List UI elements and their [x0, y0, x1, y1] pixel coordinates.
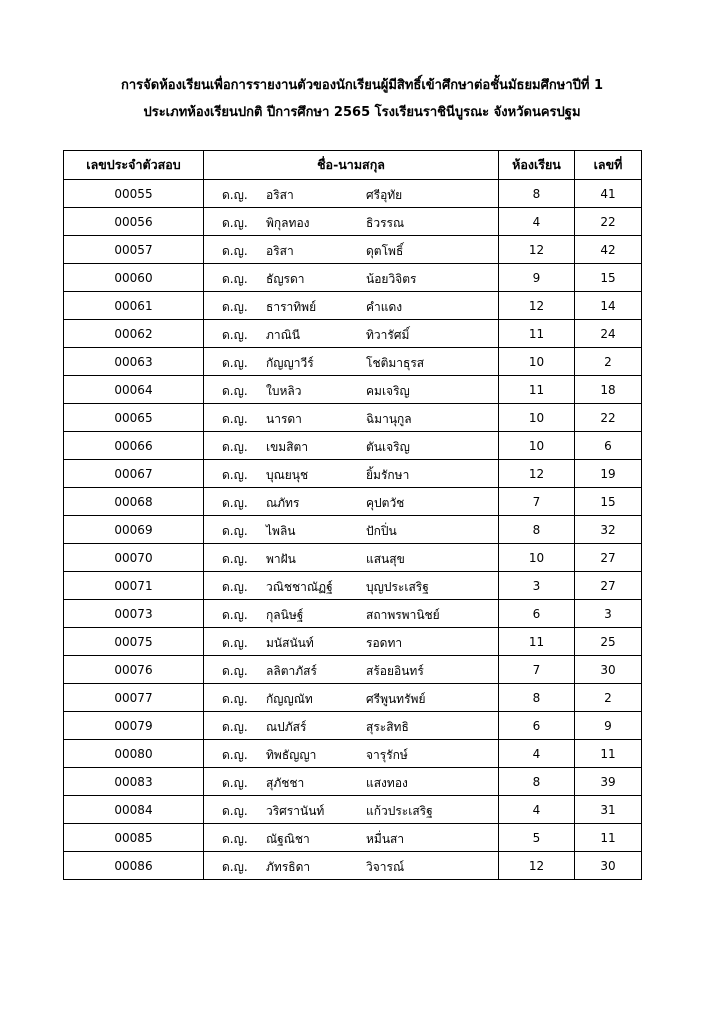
last-name: บุญประเสริฐ — [366, 580, 429, 594]
room-cell: 12 — [499, 852, 575, 880]
first-name: ภัทรธิดา — [266, 860, 311, 874]
name-prefix: ด.ญ. — [222, 608, 248, 622]
first-name: ลลิตาภัสร์ — [266, 664, 317, 678]
table-row — [64, 824, 642, 852]
name-prefix: ด.ญ. — [222, 524, 248, 538]
table-row — [64, 768, 642, 796]
name-cell — [204, 348, 499, 376]
first-name: ภาณินี — [266, 328, 300, 342]
name-prefix: ด.ญ. — [222, 552, 248, 566]
name-cell — [204, 264, 499, 292]
name-prefix: ด.ญ. — [222, 440, 248, 454]
last-name: หมื่นสา — [366, 832, 405, 846]
exam-id-cell: 00068 — [64, 488, 204, 516]
last-name: วิจารณ์ — [366, 860, 405, 874]
room-cell: 11 — [499, 320, 575, 348]
first-name: ไพลิน — [266, 524, 296, 538]
room-cell: 9 — [499, 264, 575, 292]
table-body — [64, 180, 642, 880]
last-name: แสนสุข — [366, 552, 405, 566]
table-row — [64, 740, 642, 768]
name-prefix: ด.ญ. — [222, 832, 248, 846]
first-name: กัญญาวีร์ — [266, 356, 314, 370]
last-name: ดุตโพธิ์ — [366, 244, 404, 258]
student-room-table — [63, 150, 642, 880]
name-cell — [204, 656, 499, 684]
name-prefix: ด.ญ. — [222, 412, 248, 426]
name-cell — [204, 824, 499, 852]
exam-id-cell: 00055 — [64, 180, 204, 208]
number-cell: 30 — [575, 656, 642, 684]
room-cell: 7 — [499, 656, 575, 684]
name-cell — [204, 432, 499, 460]
exam-id-cell: 00086 — [64, 852, 204, 880]
name-prefix: ด.ญ. — [222, 384, 248, 398]
number-cell: 14 — [575, 292, 642, 320]
room-cell: 12 — [499, 236, 575, 264]
room-cell: 8 — [499, 180, 575, 208]
name-prefix: ด.ญ. — [222, 216, 248, 230]
table-row — [64, 628, 642, 656]
table-row — [64, 404, 642, 432]
name-prefix: ด.ญ. — [222, 720, 248, 734]
name-cell — [204, 208, 499, 236]
table-row — [64, 320, 642, 348]
first-name: ณปภัสร์ — [266, 720, 307, 734]
exam-id-cell: 00085 — [64, 824, 204, 852]
first-name: วริศรานันท์ — [266, 804, 325, 818]
name-cell — [204, 768, 499, 796]
header-name: ชื่อ-นามสกุล — [204, 151, 499, 180]
number-cell: 15 — [575, 264, 642, 292]
number-cell: 11 — [575, 740, 642, 768]
name-cell — [204, 572, 499, 600]
table-row — [64, 460, 642, 488]
last-name: แก้วประเสริฐ — [366, 804, 433, 818]
last-name: ทิวารัศมิ์ — [366, 328, 410, 342]
last-name: สถาพรพานิชย์ — [366, 608, 440, 622]
name-cell — [204, 516, 499, 544]
header-exam-id: เลขประจำตัวสอบ — [64, 151, 204, 180]
first-name: นารดา — [266, 412, 302, 426]
first-name: กุลนิษฐ์ — [266, 608, 304, 622]
name-prefix: ด.ญ. — [222, 664, 248, 678]
table-row — [64, 796, 642, 824]
name-prefix: ด.ญ. — [222, 776, 248, 790]
number-cell: 11 — [575, 824, 642, 852]
exam-id-cell: 00064 — [64, 376, 204, 404]
name-cell — [204, 404, 499, 432]
number-cell: 6 — [575, 432, 642, 460]
number-cell: 2 — [575, 684, 642, 712]
name-cell — [204, 712, 499, 740]
exam-id-cell: 00084 — [64, 796, 204, 824]
exam-id-cell: 00077 — [64, 684, 204, 712]
exam-id-cell: 00063 — [64, 348, 204, 376]
table-row — [64, 544, 642, 572]
number-cell: 25 — [575, 628, 642, 656]
number-cell: 42 — [575, 236, 642, 264]
exam-id-cell: 00060 — [64, 264, 204, 292]
first-name: มนัสนันท์ — [266, 636, 314, 650]
number-cell: 18 — [575, 376, 642, 404]
room-cell: 4 — [499, 208, 575, 236]
first-name: เขมสิตา — [266, 440, 309, 454]
room-cell: 6 — [499, 712, 575, 740]
table-row — [64, 712, 642, 740]
name-cell — [204, 628, 499, 656]
first-name: ณภัทร — [266, 496, 300, 510]
name-prefix: ด.ญ. — [222, 244, 248, 258]
room-cell: 8 — [499, 516, 575, 544]
name-prefix: ด.ญ. — [222, 328, 248, 342]
name-prefix: ด.ญ. — [222, 356, 248, 370]
table-row — [64, 600, 642, 628]
exam-id-cell: 00062 — [64, 320, 204, 348]
table-row — [64, 348, 642, 376]
first-name: ณัฐณิชา — [266, 832, 310, 846]
name-prefix: ด.ญ. — [222, 300, 248, 314]
name-cell — [204, 180, 499, 208]
number-cell: 19 — [575, 460, 642, 488]
name-cell — [204, 852, 499, 880]
last-name: ฉิมานุกูล — [366, 412, 412, 426]
room-cell: 10 — [499, 432, 575, 460]
table-row — [64, 236, 642, 264]
number-cell: 2 — [575, 348, 642, 376]
exam-id-cell: 00083 — [64, 768, 204, 796]
table-row — [64, 852, 642, 880]
last-name: ศรีอุทัย — [366, 188, 403, 202]
last-name: จารุรักษ์ — [366, 748, 408, 762]
room-cell: 7 — [499, 488, 575, 516]
first-name: บุณยนุช — [266, 468, 309, 482]
number-cell: 9 — [575, 712, 642, 740]
exam-id-cell: 00071 — [64, 572, 204, 600]
last-name: ยิ้มรักษา — [366, 468, 410, 482]
first-name: ธาราทิพย์ — [266, 300, 317, 314]
number-cell: 30 — [575, 852, 642, 880]
document-subtitle: ประเภทห้องเรียนปกติ ปีการศึกษา 2565 โรงเรียนราชินีบูรณะ จังหวัดนครปฐม — [143, 105, 581, 120]
document-title: การจัดห้องเรียนเพื่อการรายงานตัวของนักเรียนผู้มีสิทธิ์เข้าศึกษาต่อชั้นมัธยมศึกษาปีที่ 1 — [120, 78, 604, 93]
first-name: วณิชชาณัฏฐ์ — [266, 580, 333, 594]
name-prefix: ด.ญ. — [222, 748, 248, 762]
last-name: สร้อยอินทร์ — [366, 664, 424, 678]
exam-id-cell: 00080 — [64, 740, 204, 768]
number-cell: 32 — [575, 516, 642, 544]
room-cell: 6 — [499, 600, 575, 628]
room-cell: 4 — [499, 740, 575, 768]
header-room: ห้องเรียน — [499, 151, 575, 180]
name-cell — [204, 292, 499, 320]
last-name: รอดทา — [366, 636, 403, 650]
name-prefix: ด.ญ. — [222, 580, 248, 594]
exam-id-cell: 00061 — [64, 292, 204, 320]
number-cell: 39 — [575, 768, 642, 796]
first-name: พิกุลทอง — [266, 216, 310, 230]
number-cell: 24 — [575, 320, 642, 348]
name-cell — [204, 740, 499, 768]
name-cell — [204, 796, 499, 824]
name-prefix: ด.ญ. — [222, 692, 248, 706]
number-cell: 41 — [575, 180, 642, 208]
exam-id-cell: 00076 — [64, 656, 204, 684]
room-cell: 10 — [499, 404, 575, 432]
name-prefix: ด.ญ. — [222, 272, 248, 286]
table-row — [64, 488, 642, 516]
last-name: น้อยวิจิตร — [366, 272, 417, 286]
last-name: ตันเจริญ — [366, 440, 410, 454]
number-cell: 27 — [575, 572, 642, 600]
first-name: กัญญณัท — [266, 692, 313, 706]
last-name: โชติมาธุรส — [366, 356, 425, 370]
last-name: คำแดง — [366, 300, 403, 314]
last-name: แสงทอง — [366, 776, 408, 790]
exam-id-cell: 00075 — [64, 628, 204, 656]
name-cell — [204, 376, 499, 404]
number-cell: 22 — [575, 404, 642, 432]
room-cell: 11 — [499, 628, 575, 656]
name-prefix: ด.ญ. — [222, 468, 248, 482]
room-cell: 10 — [499, 348, 575, 376]
exam-id-cell: 00057 — [64, 236, 204, 264]
last-name: คุปตวัช — [366, 496, 405, 510]
room-cell: 5 — [499, 824, 575, 852]
exam-id-cell: 00073 — [64, 600, 204, 628]
table-row — [64, 516, 642, 544]
name-cell — [204, 600, 499, 628]
number-cell: 3 — [575, 600, 642, 628]
first-name: พาฝัน — [266, 552, 296, 566]
room-cell: 8 — [499, 684, 575, 712]
number-cell: 31 — [575, 796, 642, 824]
exam-id-cell: 00067 — [64, 460, 204, 488]
exam-id-cell: 00069 — [64, 516, 204, 544]
table-header-row — [64, 151, 642, 180]
name-cell — [204, 320, 499, 348]
last-name: คมเจริญ — [366, 384, 410, 398]
exam-id-cell: 00066 — [64, 432, 204, 460]
first-name: อริสา — [266, 244, 294, 258]
name-cell — [204, 544, 499, 572]
table-row — [64, 572, 642, 600]
exam-id-cell: 00065 — [64, 404, 204, 432]
last-name: ปักปิ่น — [366, 524, 397, 538]
exam-id-cell: 00056 — [64, 208, 204, 236]
name-prefix: ด.ญ. — [222, 496, 248, 510]
first-name: สุภัชชา — [266, 776, 305, 790]
table-row — [64, 376, 642, 404]
room-cell: 10 — [499, 544, 575, 572]
table-row — [64, 656, 642, 684]
room-cell: 4 — [499, 796, 575, 824]
last-name: ธิวรรณ — [366, 216, 405, 230]
exam-id-cell: 00070 — [64, 544, 204, 572]
name-prefix: ด.ญ. — [222, 188, 248, 202]
room-cell: 3 — [499, 572, 575, 600]
table-row — [64, 432, 642, 460]
name-cell — [204, 488, 499, 516]
last-name: สุระสิทธิ — [366, 720, 409, 734]
room-cell: 8 — [499, 768, 575, 796]
name-cell — [204, 236, 499, 264]
name-prefix: ด.ญ. — [222, 636, 248, 650]
last-name: ศรีพูนทรัพย์ — [366, 692, 426, 706]
table-row — [64, 684, 642, 712]
room-cell: 11 — [499, 376, 575, 404]
name-cell — [204, 684, 499, 712]
number-cell: 22 — [575, 208, 642, 236]
exam-id-cell: 00079 — [64, 712, 204, 740]
first-name: ใบหลิว — [266, 384, 302, 398]
room-cell: 12 — [499, 292, 575, 320]
header-number: เลขที่ — [575, 151, 642, 180]
name-prefix: ด.ญ. — [222, 804, 248, 818]
table-row — [64, 292, 642, 320]
room-cell: 12 — [499, 460, 575, 488]
name-prefix: ด.ญ. — [222, 860, 248, 874]
table-row — [64, 180, 642, 208]
table-row — [64, 264, 642, 292]
number-cell: 27 — [575, 544, 642, 572]
name-cell — [204, 460, 499, 488]
first-name: อริสา — [266, 188, 294, 202]
table-row — [64, 208, 642, 236]
first-name: ทิพธัญญา — [266, 748, 317, 762]
first-name: ธัญรดา — [266, 272, 305, 286]
number-cell: 15 — [575, 488, 642, 516]
